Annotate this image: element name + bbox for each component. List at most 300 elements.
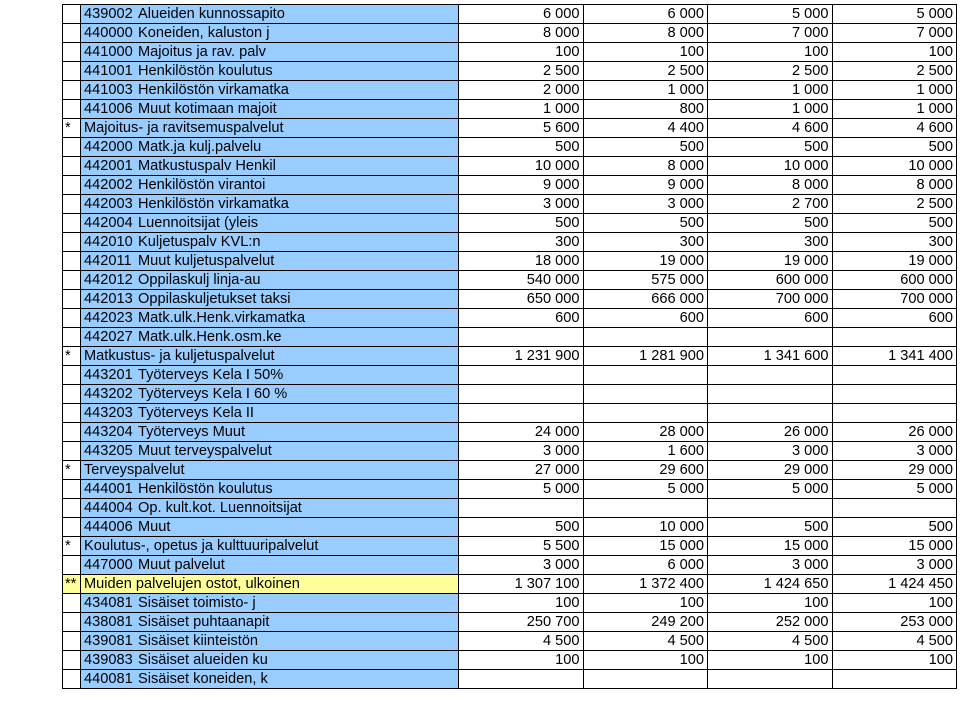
row-marker[interactable]: * <box>63 119 81 138</box>
account-cell[interactable] <box>81 499 459 518</box>
value-cell-col4[interactable]: 5 000 <box>832 480 957 499</box>
account-cell[interactable] <box>81 100 459 119</box>
value-cell-col4[interactable]: 500 <box>832 518 957 537</box>
account-cell[interactable] <box>81 613 459 632</box>
value-cell-col4[interactable]: 500 <box>832 138 957 157</box>
value-cell-col3[interactable] <box>708 328 833 347</box>
value-cell-col3[interactable]: 7 000 <box>708 24 833 43</box>
value-cell-col2[interactable]: 1 281 900 <box>583 347 708 366</box>
value-cell-col1[interactable]: 1 000 <box>459 100 584 119</box>
account-label: Muut terveyspalvelut <box>138 443 272 459</box>
table-row <box>63 594 957 613</box>
table-row <box>63 100 957 119</box>
value-cell-col4[interactable]: 29 000 <box>832 461 957 480</box>
value-cell-col3[interactable] <box>708 404 833 423</box>
account-label: Henkilöstön virkamatka <box>138 82 289 98</box>
value-cell-col4[interactable]: 253 000 <box>832 613 957 632</box>
value-cell-col4[interactable]: 300 <box>832 233 957 252</box>
value-cell-col4[interactable]: 100 <box>832 594 957 613</box>
account-code: 441001 <box>84 63 133 79</box>
row-marker[interactable] <box>63 442 81 461</box>
account-code: 441003 <box>84 82 133 98</box>
value-cell-col1[interactable]: 1 307 100 <box>459 575 584 594</box>
value-cell-col2[interactable] <box>583 328 708 347</box>
value-cell-col2[interactable]: 500 <box>583 214 708 233</box>
value-cell-col4[interactable]: 19 000 <box>832 252 957 271</box>
value-cell-col2[interactable]: 8 000 <box>583 157 708 176</box>
value-cell-col3[interactable]: 2 700 <box>708 195 833 214</box>
table-row <box>63 119 957 138</box>
account-code: 442004 <box>84 215 133 231</box>
value-cell-col4[interactable]: 2 500 <box>832 62 957 81</box>
value-cell-col1[interactable]: 300 <box>459 233 584 252</box>
row-marker[interactable] <box>63 670 81 689</box>
row-marker[interactable]: * <box>63 461 81 480</box>
table-row <box>63 632 957 651</box>
value-cell-col1[interactable]: 650 000 <box>459 290 584 309</box>
account-cell[interactable] <box>81 404 459 423</box>
value-cell-col3[interactable]: 26 000 <box>708 423 833 442</box>
row-marker[interactable] <box>63 423 81 442</box>
account-label: Op. kult.kot. Luennoitsijat <box>138 500 302 516</box>
value-cell-col2[interactable]: 6 000 <box>583 556 708 575</box>
value-cell-col4[interactable] <box>832 366 957 385</box>
value-cell-col1[interactable]: 18 000 <box>459 252 584 271</box>
value-cell-col1[interactable]: 3 000 <box>459 556 584 575</box>
account-label: Matkustuspalv Henkil <box>138 158 276 174</box>
value-cell-col2[interactable]: 1 000 <box>583 81 708 100</box>
account-cell[interactable] <box>81 290 459 309</box>
value-cell-col4[interactable]: 100 <box>832 43 957 62</box>
table-row <box>63 176 957 195</box>
value-cell-col1[interactable]: 1 231 900 <box>459 347 584 366</box>
account-label: Sisäiset kiinteistön <box>138 633 259 649</box>
value-cell-col4[interactable] <box>832 670 957 689</box>
account-code: 444001 <box>84 481 133 497</box>
row-marker[interactable] <box>63 651 81 670</box>
value-cell-col3[interactable]: 3 000 <box>708 556 833 575</box>
table-row <box>63 290 957 309</box>
row-marker[interactable] <box>63 328 81 347</box>
account-cell[interactable] <box>81 442 459 461</box>
value-cell-col1[interactable]: 27 000 <box>459 461 584 480</box>
value-cell-col1[interactable]: 10 000 <box>459 157 584 176</box>
account-cell[interactable] <box>81 271 459 290</box>
table-row <box>63 138 957 157</box>
account-cell[interactable] <box>81 423 459 442</box>
row-marker[interactable]: ** <box>63 575 81 594</box>
account-label: Oppilaskulj linja-au <box>138 272 261 288</box>
value-cell-col1[interactable]: 2 000 <box>459 81 584 100</box>
account-cell[interactable] <box>81 309 459 328</box>
account-cell[interactable] <box>81 670 459 689</box>
row-marker[interactable] <box>63 518 81 537</box>
account-cell[interactable] <box>81 43 459 62</box>
account-cell[interactable] <box>81 480 459 499</box>
row-marker[interactable] <box>63 214 81 233</box>
account-cell[interactable] <box>81 328 459 347</box>
value-cell-col3[interactable]: 19 000 <box>708 252 833 271</box>
account-code: 442013 <box>84 291 133 307</box>
account-cell[interactable] <box>81 366 459 385</box>
value-cell-col4[interactable]: 2 500 <box>832 195 957 214</box>
account-cell[interactable] <box>81 81 459 100</box>
row-marker[interactable] <box>63 176 81 195</box>
value-cell-col3[interactable]: 29 000 <box>708 461 833 480</box>
value-cell-col4[interactable]: 4 600 <box>832 119 957 138</box>
budget-rows <box>63 5 957 689</box>
account-cell[interactable] <box>81 252 459 271</box>
value-cell-col3[interactable]: 10 000 <box>708 157 833 176</box>
account-label: Henkilöstön virkamatka <box>138 196 289 212</box>
table-row <box>63 24 957 43</box>
value-cell-col1[interactable] <box>459 670 584 689</box>
account-code: 444004 <box>84 500 133 516</box>
value-cell-col2[interactable]: 1 600 <box>583 442 708 461</box>
value-cell-col1[interactable] <box>459 328 584 347</box>
value-cell-col3[interactable]: 5 000 <box>708 5 833 24</box>
value-cell-col1[interactable] <box>459 404 584 423</box>
value-cell-col2[interactable]: 2 500 <box>583 62 708 81</box>
value-cell-col1[interactable] <box>459 366 584 385</box>
account-code: 442002 <box>84 177 133 193</box>
account-cell[interactable] <box>81 195 459 214</box>
value-cell-col2[interactable]: 100 <box>583 594 708 613</box>
table-row <box>63 233 957 252</box>
account-label: Matk.ja kulj.palvelu <box>138 139 262 155</box>
table-row <box>63 442 957 461</box>
row-marker[interactable] <box>63 62 81 81</box>
value-cell-col1[interactable]: 5 000 <box>459 480 584 499</box>
table-row <box>63 575 957 594</box>
value-cell-col4[interactable]: 4 500 <box>832 632 957 651</box>
account-cell[interactable] <box>81 537 459 556</box>
row-marker[interactable] <box>63 366 81 385</box>
table-row <box>63 480 957 499</box>
account-cell[interactable] <box>81 119 459 138</box>
account-code: 443203 <box>84 405 133 421</box>
table-row <box>63 556 957 575</box>
row-marker[interactable] <box>63 290 81 309</box>
account-label: Muut palvelut <box>138 557 225 573</box>
value-cell-col2[interactable]: 4 400 <box>583 119 708 138</box>
value-cell-col1[interactable]: 500 <box>459 138 584 157</box>
account-label: Sisäiset alueiden ku <box>138 652 268 668</box>
value-cell-col1[interactable]: 24 000 <box>459 423 584 442</box>
value-cell-col4[interactable]: 5 000 <box>832 5 957 24</box>
account-cell[interactable] <box>81 575 459 594</box>
table-row <box>63 43 957 62</box>
row-marker[interactable] <box>63 195 81 214</box>
row-marker[interactable] <box>63 271 81 290</box>
account-code: 434081 <box>84 595 133 611</box>
value-cell-col1[interactable]: 500 <box>459 518 584 537</box>
account-label: Henkilöstön virantoi <box>138 177 266 193</box>
value-cell-col3[interactable]: 1 424 650 <box>708 575 833 594</box>
account-label: Henkilöstön koulutus <box>138 481 273 497</box>
value-cell-col1[interactable]: 9 000 <box>459 176 584 195</box>
value-cell-col2[interactable] <box>583 385 708 404</box>
value-cell-col1[interactable]: 2 500 <box>459 62 584 81</box>
row-marker[interactable] <box>63 157 81 176</box>
account-code: 447000 <box>84 557 133 573</box>
value-cell-col3[interactable]: 8 000 <box>708 176 833 195</box>
value-cell-col2[interactable] <box>583 499 708 518</box>
account-cell[interactable] <box>81 594 459 613</box>
row-marker[interactable]: * <box>63 537 81 556</box>
account-cell[interactable] <box>81 556 459 575</box>
value-cell-col1[interactable]: 500 <box>459 214 584 233</box>
value-cell-col1[interactable]: 600 <box>459 309 584 328</box>
value-cell-col4[interactable]: 1 424 450 <box>832 575 957 594</box>
value-cell-col2[interactable] <box>583 404 708 423</box>
value-cell-col3[interactable] <box>708 385 833 404</box>
value-cell-col2[interactable]: 1 372 400 <box>583 575 708 594</box>
value-cell-col1[interactable]: 100 <box>459 594 584 613</box>
value-cell-col4[interactable]: 1 000 <box>832 100 957 119</box>
table-row <box>63 252 957 271</box>
value-cell-col2[interactable]: 10 000 <box>583 518 708 537</box>
value-cell-col2[interactable]: 19 000 <box>583 252 708 271</box>
value-cell-col4[interactable]: 500 <box>832 214 957 233</box>
row-marker[interactable] <box>63 556 81 575</box>
table-row <box>63 651 957 670</box>
table-row <box>63 157 957 176</box>
value-cell-col3[interactable]: 100 <box>708 43 833 62</box>
value-cell-col1[interactable] <box>459 499 584 518</box>
account-code: 443201 <box>84 367 133 383</box>
value-cell-col4[interactable]: 26 000 <box>832 423 957 442</box>
account-label: Matkustus- ja kuljetuspalvelut <box>84 348 275 364</box>
account-cell[interactable] <box>81 5 459 24</box>
account-code: 441000 <box>84 44 133 60</box>
row-marker[interactable] <box>63 404 81 423</box>
budget-table <box>62 4 957 689</box>
value-cell-col3[interactable]: 600 000 <box>708 271 833 290</box>
table-row <box>63 385 957 404</box>
value-cell-col4[interactable]: 600 000 <box>832 271 957 290</box>
account-cell[interactable] <box>81 233 459 252</box>
value-cell-col3[interactable]: 15 000 <box>708 537 833 556</box>
row-marker[interactable] <box>63 252 81 271</box>
value-cell-col3[interactable]: 100 <box>708 651 833 670</box>
value-cell-col3[interactable]: 700 000 <box>708 290 833 309</box>
account-cell[interactable] <box>81 518 459 537</box>
value-cell-col4[interactable]: 7 000 <box>832 24 957 43</box>
value-cell-col3[interactable]: 4 500 <box>708 632 833 651</box>
value-cell-col4[interactable]: 10 000 <box>832 157 957 176</box>
table-row <box>63 423 957 442</box>
value-cell-col3[interactable]: 2 500 <box>708 62 833 81</box>
row-marker[interactable] <box>63 81 81 100</box>
value-cell-col3[interactable] <box>708 670 833 689</box>
value-cell-col1[interactable]: 100 <box>459 651 584 670</box>
account-label: Sisäiset puhtaanapit <box>138 614 270 630</box>
table-row <box>63 195 957 214</box>
value-cell-col1[interactable]: 3 000 <box>459 195 584 214</box>
value-cell-col2[interactable] <box>583 366 708 385</box>
value-cell-col2[interactable]: 666 000 <box>583 290 708 309</box>
account-label: Oppilaskuljetukset taksi <box>138 291 291 307</box>
account-label: Työterveys Muut <box>138 424 246 440</box>
row-marker[interactable] <box>63 24 81 43</box>
account-cell[interactable] <box>81 632 459 651</box>
account-code: 440081 <box>84 671 133 687</box>
value-cell-col4[interactable]: 1 341 400 <box>832 347 957 366</box>
account-code: 439083 <box>84 652 133 668</box>
row-marker[interactable]: * <box>63 347 81 366</box>
table-row <box>63 499 957 518</box>
value-cell-col4[interactable]: 700 000 <box>832 290 957 309</box>
value-cell-col2[interactable]: 9 000 <box>583 176 708 195</box>
value-cell-col3[interactable]: 1 000 <box>708 100 833 119</box>
account-cell[interactable] <box>81 385 459 404</box>
table-row <box>63 366 957 385</box>
value-cell-col1[interactable]: 5 500 <box>459 537 584 556</box>
account-label: Muut <box>138 519 171 535</box>
account-cell[interactable] <box>81 62 459 81</box>
row-marker[interactable] <box>63 385 81 404</box>
value-cell-col3[interactable]: 500 <box>708 518 833 537</box>
row-marker[interactable] <box>63 632 81 651</box>
account-code: 442000 <box>84 139 133 155</box>
value-cell-col2[interactable]: 6 000 <box>583 5 708 24</box>
row-marker[interactable] <box>63 613 81 632</box>
value-cell-col1[interactable]: 5 600 <box>459 119 584 138</box>
value-cell-col4[interactable]: 3 000 <box>832 556 957 575</box>
value-cell-col2[interactable]: 575 000 <box>583 271 708 290</box>
value-cell-col2[interactable]: 28 000 <box>583 423 708 442</box>
value-cell-col1[interactable] <box>459 385 584 404</box>
value-cell-col2[interactable]: 5 000 <box>583 480 708 499</box>
account-cell[interactable] <box>81 24 459 43</box>
value-cell-col2[interactable]: 300 <box>583 233 708 252</box>
row-marker[interactable] <box>63 499 81 518</box>
value-cell-col4[interactable] <box>832 328 957 347</box>
account-code: 440000 <box>84 25 133 41</box>
account-code: 442027 <box>84 329 133 345</box>
account-label: Muut kuljetuspalvelut <box>138 253 275 269</box>
value-cell-col4[interactable]: 600 <box>832 309 957 328</box>
account-cell[interactable] <box>81 347 459 366</box>
value-cell-col4[interactable]: 100 <box>832 651 957 670</box>
account-cell[interactable] <box>81 214 459 233</box>
row-marker[interactable] <box>63 309 81 328</box>
account-label: Koneiden, kaluston j <box>138 25 270 41</box>
account-cell[interactable] <box>81 461 459 480</box>
account-code: 442001 <box>84 158 133 174</box>
row-marker[interactable] <box>63 594 81 613</box>
row-marker[interactable] <box>63 5 81 24</box>
account-label: Henkilöstön koulutus <box>138 63 273 79</box>
table-row <box>63 81 957 100</box>
account-label: Muiden palvelujen ostot, ulkoinen <box>84 576 300 592</box>
table-row <box>63 328 957 347</box>
value-cell-col3[interactable] <box>708 366 833 385</box>
value-cell-col3[interactable]: 300 <box>708 233 833 252</box>
account-code: 444006 <box>84 519 133 535</box>
row-marker[interactable] <box>63 43 81 62</box>
value-cell-col3[interactable]: 4 600 <box>708 119 833 138</box>
account-code: 442011 <box>84 253 132 269</box>
value-cell-col4[interactable] <box>832 385 957 404</box>
value-cell-col4[interactable]: 8 000 <box>832 176 957 195</box>
value-cell-col3[interactable]: 100 <box>708 594 833 613</box>
account-cell[interactable] <box>81 651 459 670</box>
account-label: Matk.ulk.Henk.osm.ke <box>138 329 282 345</box>
value-cell-col4[interactable]: 3 000 <box>832 442 957 461</box>
value-cell-col2[interactable]: 500 <box>583 138 708 157</box>
value-cell-col2[interactable]: 100 <box>583 651 708 670</box>
table-row <box>63 518 957 537</box>
account-code: 443202 <box>84 386 133 402</box>
account-code: 443204 <box>84 424 133 440</box>
value-cell-col3[interactable] <box>708 499 833 518</box>
account-code: 442010 <box>84 234 133 250</box>
value-cell-col2[interactable]: 249 200 <box>583 613 708 632</box>
table-row <box>63 670 957 689</box>
row-marker[interactable] <box>63 138 81 157</box>
account-label: Matk.ulk.Henk.virkamatka <box>138 310 306 326</box>
value-cell-col2[interactable]: 3 000 <box>583 195 708 214</box>
table-row <box>63 404 957 423</box>
account-cell[interactable] <box>81 138 459 157</box>
value-cell-col3[interactable]: 3 000 <box>708 442 833 461</box>
value-cell-col1[interactable]: 6 000 <box>459 5 584 24</box>
value-cell-col1[interactable]: 540 000 <box>459 271 584 290</box>
value-cell-col1[interactable]: 4 500 <box>459 632 584 651</box>
value-cell-col1[interactable]: 250 700 <box>459 613 584 632</box>
row-marker[interactable] <box>63 100 81 119</box>
value-cell-col2[interactable]: 8 000 <box>583 24 708 43</box>
value-cell-col2[interactable]: 4 500 <box>583 632 708 651</box>
value-cell-col2[interactable]: 100 <box>583 43 708 62</box>
value-cell-col2[interactable]: 800 <box>583 100 708 119</box>
value-cell-col2[interactable]: 600 <box>583 309 708 328</box>
value-cell-col4[interactable]: 15 000 <box>832 537 957 556</box>
value-cell-col3[interactable]: 600 <box>708 309 833 328</box>
value-cell-col1[interactable]: 100 <box>459 43 584 62</box>
table-row <box>63 613 957 632</box>
value-cell-col3[interactable]: 500 <box>708 138 833 157</box>
row-marker[interactable] <box>63 233 81 252</box>
account-code: 442023 <box>84 310 133 326</box>
value-cell-col3[interactable]: 5 000 <box>708 480 833 499</box>
value-cell-col2[interactable]: 29 600 <box>583 461 708 480</box>
value-cell-col2[interactable]: 15 000 <box>583 537 708 556</box>
value-cell-col3[interactable]: 500 <box>708 214 833 233</box>
account-label: Majoitus- ja ravitsemuspalvelut <box>84 120 284 136</box>
account-cell[interactable] <box>81 157 459 176</box>
value-cell-col4[interactable] <box>832 499 957 518</box>
value-cell-col1[interactable]: 8 000 <box>459 24 584 43</box>
value-cell-col3[interactable]: 252 000 <box>708 613 833 632</box>
account-label: Sisäiset toimisto- j <box>138 595 256 611</box>
budget-spreadsheet <box>62 4 956 689</box>
table-row <box>63 271 957 290</box>
row-marker[interactable] <box>63 480 81 499</box>
table-row <box>63 309 957 328</box>
value-cell-col4[interactable]: 1 000 <box>832 81 957 100</box>
value-cell-col4[interactable] <box>832 404 957 423</box>
account-code: 443205 <box>84 443 133 459</box>
value-cell-col1[interactable]: 3 000 <box>459 442 584 461</box>
account-label: Sisäiset koneiden, k <box>138 671 268 687</box>
value-cell-col3[interactable]: 1 000 <box>708 81 833 100</box>
value-cell-col2[interactable] <box>583 670 708 689</box>
value-cell-col3[interactable]: 1 341 600 <box>708 347 833 366</box>
account-cell[interactable] <box>81 176 459 195</box>
